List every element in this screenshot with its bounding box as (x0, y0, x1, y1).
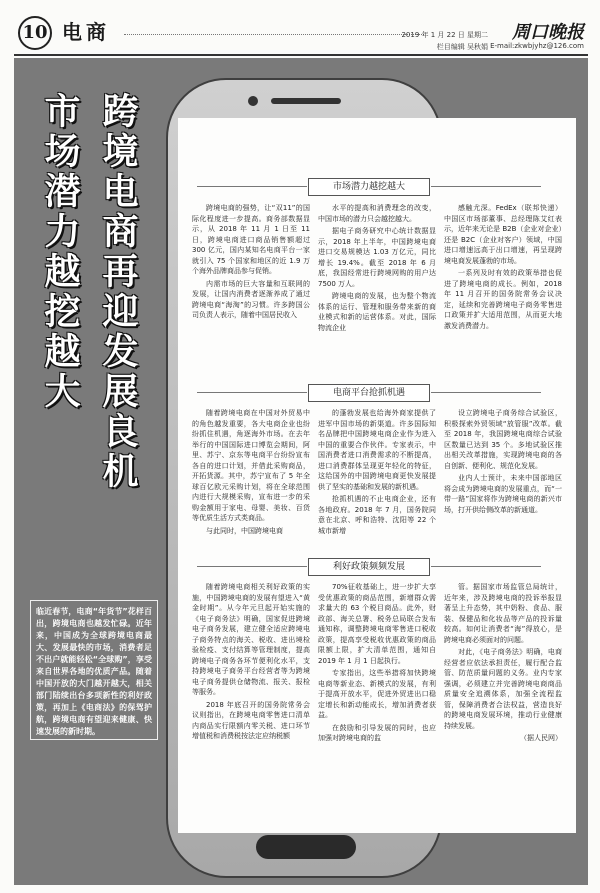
main-headline: 跨境电商再迎发展良机 (97, 92, 139, 492)
article-column (444, 203, 562, 373)
paragraph: 70%征收基础上，进一步扩大享受优惠政策的商品范围，新增群众需求量大的 63 个税目商品。此外，财政部、海关总署、税务总局联合发布通知称，调整跨境电商零售进口税收政策，提高享受税收优惠政策的商品限额上限，扩大清单范围，通知自 2019 年 1 月 1 日起执行。 (318, 583, 436, 665)
paragraph: 感触尤深。FedEx（联邦快递）中国区市场部董事、总经理陈艾红表示，近年来无论是 B2B（企业对企业）还是 B2C（企业对客户）领域，中国进口增速远高于出口增速，再呈现跨境电商发展蓬勃的市场。 (444, 204, 562, 265)
paragraph: 专家指出，这些举措将加快跨境电商等新业态、新模式的发展，有利于提高开放水平，促进外贸进出口稳定增长和新动能成长，增加消费者获益。 (318, 669, 436, 719)
article-column (192, 408, 310, 548)
page-number: 10 (18, 16, 52, 50)
paragraph: 2018 年底召开的国务院常务会议则指出，在跨境电商零售进口清单内商品实行限额内零关税、进口环节增值税和消费税按法定应纳税额 (192, 700, 310, 740)
article-column (192, 582, 310, 797)
paragraph: 随着跨境电商在中国对外贸易中的角色越发重要，各大电商企业也纷纷抓住机遇，角逐海外市场。在去年举行的中国国际进口博览会期间，阿里、苏宁、京东等电商平台纷纷宣布各自的进口计划，并借此采购商品，开拓货源。其中，苏宁宣布了 5 年全球百亿欧元采购计划，将在全球范围内进行大规模采购，宣布进一步的采购金额用于家电、母婴、美妆、百货等优质生活方式类商品。 (192, 409, 310, 522)
sub-headline: 市场潜力越挖越大 (39, 92, 81, 412)
article-column (318, 582, 436, 797)
camera-icon (248, 96, 258, 106)
home-button-icon (256, 835, 356, 859)
article-column (192, 203, 310, 373)
paragraph: 设立跨境电子商务综合试验区，积极探索外贸领域“放管服”改革。截至 2018 年，我国跨境电商综合试验区数量已达到 35 个。多地试验区推出相关改革措施，实现跨境电商的各自创新、便利化、规范化发展。 (444, 409, 562, 470)
contact-email: E-mail:zkwbjyhz@126.com (490, 42, 584, 50)
paragraph: 跨境电商的强势，让“双11”的国际化程度进一步提高。商务部数据显示，从 2018 年 11 月 1 日至 11 日，跨境电商进口商品销售额超过 300 亿元，国内某知名电商平台一家就引入 75 个国家和地区的近 1.9 万个海外品牌商品参与促销。 (192, 204, 310, 275)
article-screen (178, 118, 576, 833)
article-column (444, 582, 562, 797)
section-name: 电商 (62, 20, 110, 44)
newspaper-logo: 周口晚报 (512, 22, 584, 43)
paragraph: 随着跨境电商相关利好政策的实施，中国跨境电商的发展有望进入“黄金时期”。从今年元旦起开始实施的《电子商务法》明确，国家促进跨境电子商务发展，建立健全适应跨境电子商务特点的海关、税收、进出境检验检疫、支付结算等管理制度，提高跨境电子商务各环节便利化水平，支持跨境电子商务平台经营者等为跨境电子商务提供仓储物流、报关、报检等服务。 (192, 583, 310, 696)
section-title: 市场潜力越挖越大 (308, 178, 430, 196)
section-title: 利好政策频频发展 (308, 558, 430, 576)
intro-box: 临近春节，电商“年货节”花样百出，跨境电商也越发忙碌。近年来，中国成为全球跨境电商最大、发展最快的市场，消费者足不出户就能轻松“全球购”，享受来自世界各地的优质产品。随着中国开放的大门越开越大，相关部门陆续出台多项新性的利好政策，再加上《电商法》的保驾护航，跨境电商有望迎来健康、快速发展的新时期。 (30, 600, 158, 740)
paragraph: 据电子商务研究中心统计数据显示，2018 年上半年，中国跨境电商进口交易规模达 1.03 万亿元，同比增长 19.4%。截至 2018 年 6 月底，我国经常进行跨境网购的用户达 7500 万人。 (318, 227, 436, 288)
paragraph: 的蓬勃发展也给海外商家提供了进军中国市场的新渠道。许多国际知名品牌把中国跨境电商企业作为进入中国的重要合作伙伴。专家表示，中国消费者进口消费需求的不断提高，进口消费群体呈现更年轻化的特征，这给国外的中国跨境电商更快发展提供了坚实的基础和发展的新机遇。 (318, 409, 436, 491)
paragraph: 内需市场的巨大容量和互联网的发展，让国内消费者逐渐养成了通过跨境电商“海淘”的习惯。许多跨国公司负责人表示，随着中国居民收入 (192, 279, 310, 319)
article-column (444, 408, 562, 548)
section-title: 电商平台抢抓机遇 (308, 384, 430, 402)
issue-date: 2019 年 1 月 22 日 星期二 (401, 31, 488, 39)
editor-credit: 栏目编辑 吴秋娟 (436, 43, 488, 51)
article-column (318, 408, 436, 548)
speaker-icon (271, 98, 341, 104)
paragraph: 水平的提高和消费理念的改变，中国市场的潜力只会越挖越大。 (318, 204, 436, 223)
paragraph: 管。据国家市场监管总局统计，近年来，涉及跨境电商的投诉举报显著呈上升态势，其中奶粉、食品、服装、保健品和化妆品等产品的投诉量较高。如何让消费者“海”得放心，是跨境电商必须面对的问题。 (444, 583, 562, 644)
paragraph: 抢抓机遇的不止电商企业，还有各地政府。2018 年 7 月，国务院同意在北京、呼和浩特、沈阳等 22 个城市新增 (318, 495, 436, 535)
paragraph: 跨境电商的发展，也为整个物流体系的运行、管理和服务带来新的商业模式和新的运营体系。对此，国际物流企业 (318, 292, 436, 332)
article-column (318, 203, 436, 373)
paragraph: 与此同时，中国跨境电商 (206, 526, 283, 535)
page-header (14, 10, 588, 56)
header-divider (124, 34, 424, 36)
paragraph: 在鼓励和引导发展的同时，也应加强对跨境电商的监 (318, 723, 436, 742)
paragraph: 对此，《电子商务法》明确，电商经营者应依法承担责任，履行配合监管、防范质量问题的义务。业内专家强调，必须建立并完善跨境电商商品质量安全追溯体系，加强全流程监管，保障消费者合法权益，营造良好的跨境电商发展环境，推动行业健康持续发展。 (444, 648, 562, 730)
paragraph: 一系列及时有效的政策举措也促进了跨境电商的成长。例如，2018 年 11 月召开的国务院常务会议决定，延续和完善跨境电子商务零售进口政策并扩大适用范围，从而更大地激发消费潜力。 (444, 269, 562, 330)
paragraph: 业内人士预计，未来中国部地区将会成为跨境电商的发展重点，而“一带一路”国家将作为跨境电商的新兴市场，打开供给侧改革的新通道。 (444, 474, 562, 514)
source-credit: （据人民网） (520, 734, 562, 742)
